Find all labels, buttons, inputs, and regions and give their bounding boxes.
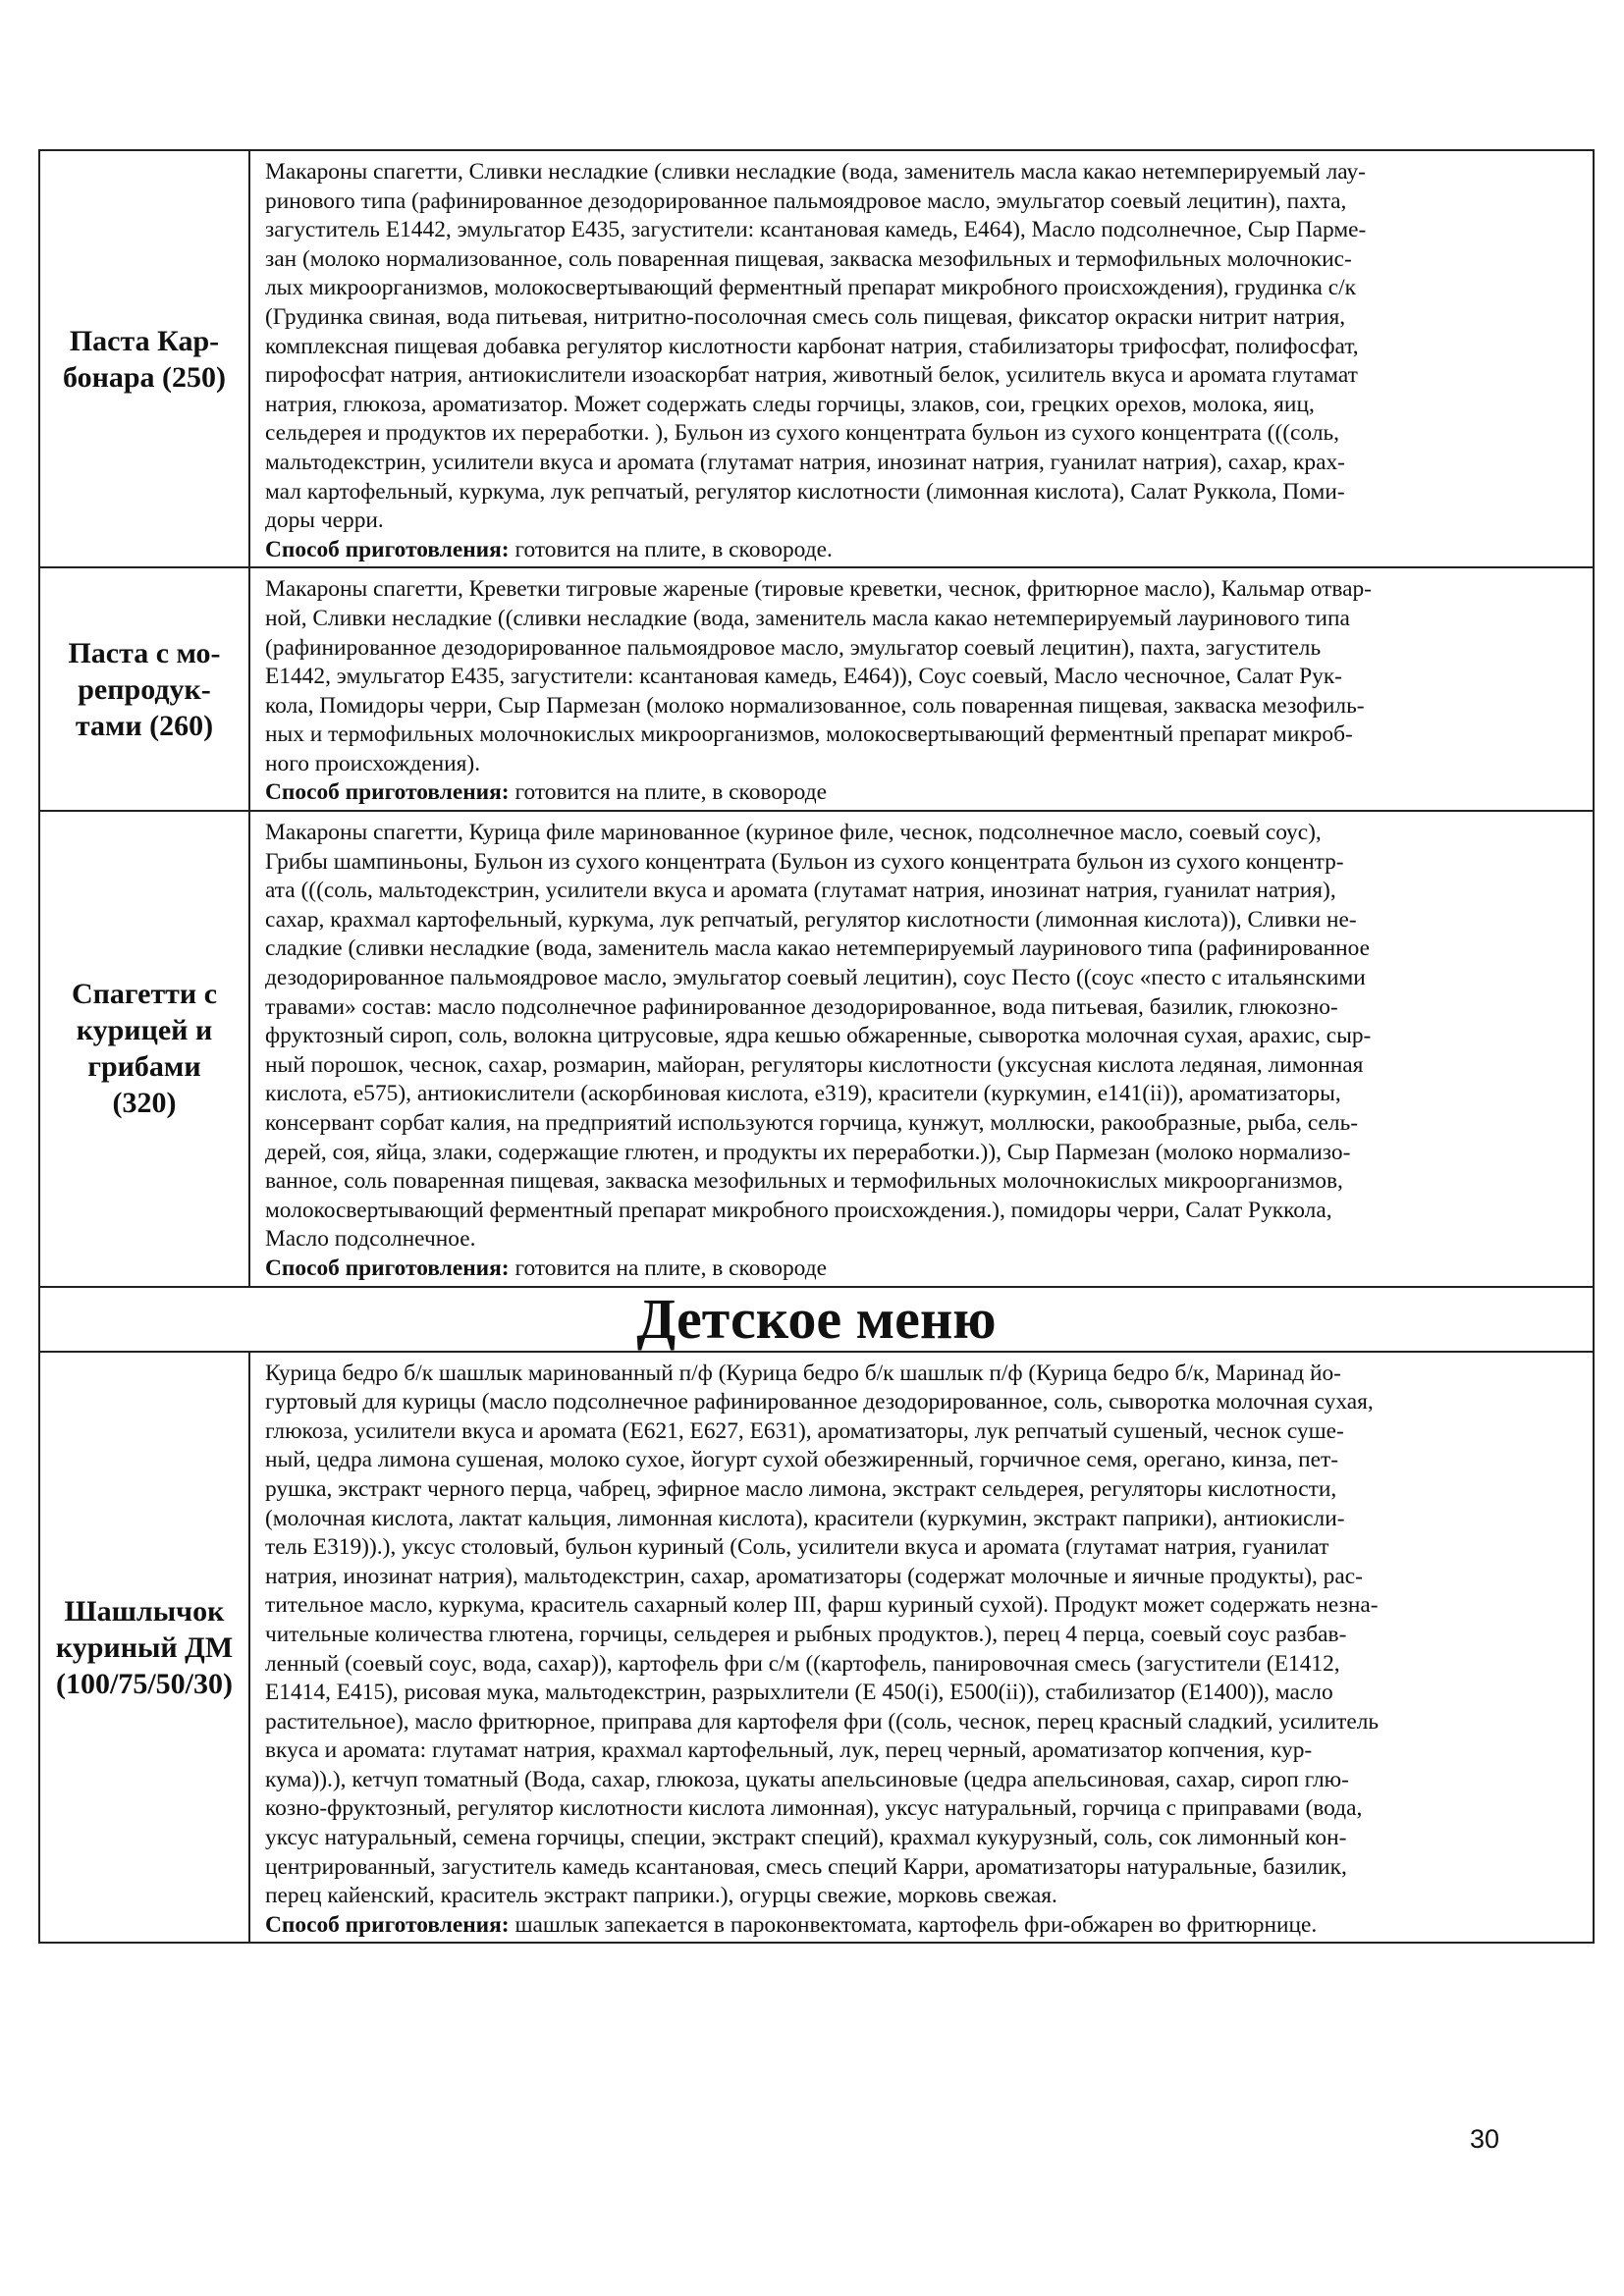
ingredient-line: растительное), масло фритюрное, приправа для картофеля фри ((соль, чеснок, перец красный сладкий, усилитель <box>265 1708 1380 1735</box>
ingredient-line: зан (молоко нормализованное, соль поваренная пищевая, закваска мезофильных и термофильных молочнокис- <box>265 245 1352 272</box>
ingredient-line: Макароны спагетти, Сливки несладкие (сливки несладкие (вода, заменитель масла какао нетемперируемый лау- <box>265 159 1366 185</box>
ingredient-line: уксус натуральный, семена горчицы, специи, экстракт специй), крахмал кукурузный, соль, сок лимонный кон- <box>265 1825 1347 1851</box>
ingredient-line: Грибы шампиньоны, Бульон из сухого концентрата (Бульон из сухого концентрата бульон из сухого концентр- <box>265 848 1344 875</box>
ingredient-line: фруктозный сироп, соль, волокна цитрусовые, ядра кешью обжаренные, сыворотка молочная сухая, арахис, сыр- <box>265 1023 1372 1049</box>
ingredient-line: козно-фруктозный, регулятор кислотности кислота лимонная), уксус натуральный, горчица с приправами (вода, <box>265 1795 1363 1822</box>
ingredient-line: (Грудинка свиная, вода питьевая, нитритно-посолочная смесь соль пищевая, фиксатор окраски нитрит натрия, <box>265 303 1346 330</box>
ingredient-line: Макароны спагетти, Креветки тигровые жареные (тировые креветки, чеснок, фритюрное масло), Кальмар отвар- <box>265 576 1372 603</box>
ingredient-line: кислота, е575), антиокислители (аскорбиновая кислота, е319), красители (куркумин, е141(ii)), ароматизаторы, <box>265 1081 1341 1107</box>
dish-description <box>249 811 1594 1287</box>
ingredient-line: сельдерея и продуктов их переработки. ), Бульон из сухого концентрата бульон из сухого концентрата (((соль, <box>265 420 1340 447</box>
ingredient-line: кола, Помидоры черри, Сыр Пармезан (молоко нормализованное, соль поваренная пищевая, закваска мезофиль- <box>265 692 1365 719</box>
ingredient-line: тительное масло, куркума, краситель сахарный колер III, фарш куриный сухой). Продукт может содержать незна- <box>265 1592 1379 1619</box>
dish-name: Паста Кар- бонара (250) <box>39 150 249 567</box>
cooking-method: Способ приготовления: готовится на плите, в сковороде <box>265 779 827 806</box>
dish-description <box>249 150 1594 567</box>
ingredient-line: перец кайенский, краситель экстракт паприки.), огурцы свежие, морковь свежая. <box>265 1883 1057 1909</box>
ingredient-line: ный порошок, чеснок, сахар, розмарин, майоран, регуляторы кислотности (уксусная кислота ледяная, лимонная <box>265 1051 1364 1078</box>
ingredient-line: пирофосфат натрия, антиокислители изоаскорбат натрия, животный белок, усилитель вкуса и аромата глутамат <box>265 362 1358 389</box>
page-number: 30 <box>1470 2124 1500 2154</box>
ingredient-line: (молочная кислота, лактат кальция, лимонная кислота), красители (куркумин, экстракт паприки), антиокисли- <box>265 1505 1345 1531</box>
ingredient-line: мальтодекстрин, усилители вкуса и аромата (глутамат натрия, инозинат натрия, гуанилат натрия), сахар, крах- <box>265 449 1345 475</box>
ingredient-line: Курица бедро б/к шашлык маринованный п/ф (Курица бедро б/к шашлык п/ф (Курица бедро б/к, Маринад йо- <box>265 1360 1341 1386</box>
ingredient-line: ванное, соль поваренная пищевая, закваска мезофильных и термофильных молочнокислых микроорганизмов, <box>265 1168 1343 1195</box>
dish-row-chicken-mushroom-spaghetti <box>39 811 1594 1287</box>
ingredient-line: дерей, соя, яйца, злаки, содержащие глютен, и продукты их переработки.)), Сыр Пармезан (молоко нормализо- <box>265 1139 1351 1165</box>
ingredient-line: молокосвертывающий ферментный препарат микробного происхождения.), помидоры черри, Салат Руккола, <box>265 1197 1332 1223</box>
ingredient-line: ной, Сливки несладкие ((сливки несладкие (вода, заменитель масла какао нетемперируемый лауринового типа <box>265 605 1350 631</box>
dish-name: Паста с мо- репродук- тами (260) <box>39 567 249 811</box>
dish-row-kids-chicken-skewer <box>39 1352 1594 1944</box>
ingredient-line: ринового типа (рафинированное дезодорированное пальмоядровое масло, эмульгатор соевый лецитин), пахта, <box>265 187 1347 214</box>
ingredient-line: мал картофельный, куркума, лук репчатый, регулятор кислотности (лимонная кислота), Салат Руккола, Поми- <box>265 478 1345 505</box>
ingredient-line: ный, цедра лимона сушеная, молоко сухое, йогурт сухой обезжиренный, горчичное семя, орегано, кинза, пет- <box>265 1447 1338 1473</box>
dish-row-carbonara <box>39 150 1594 567</box>
ingredient-line: гуртовый для курицы (масло подсолнечное рафинированное дезодорированное, соль, сыворотка молочная сухая, <box>265 1389 1374 1415</box>
ingredient-line: сахар, крахмал картофельный, куркума, лук репчатый, регулятор кислотности (лимонная кислота)), Сливки не- <box>265 906 1357 933</box>
ingredient-line: Макароны спагетти, Курица филе маринованное (куриное филе, чеснок, подсолнечное масло, соевый соус), <box>265 820 1322 846</box>
dish-name: Шашлычок куриный ДМ (100/75/50/30) <box>39 1352 249 1944</box>
ingredient-line: натрия, инозинат натрия), мальтодекстрин, сахар, ароматизаторы (содержат молочные и яичные продукты), рас- <box>265 1563 1363 1589</box>
ingredient-line: Масло подсолнечное. <box>265 1226 476 1253</box>
ingredient-line: тель Е319)).), уксус столовый, бульон куриный (Соль, усилители вкуса и аромата (глутамат натрия, гуанилат <box>265 1534 1329 1561</box>
ingredient-line: Е1414, Е415), рисовая мука, мальтодекстрин, разрыхлители (Е 450(i), Е500(ii)), стабилизатор (Е1400)), масло <box>265 1680 1333 1706</box>
ingredient-line: вкуса и аромата: глутамат натрия, крахмал картофельный, лук, перец черный, ароматизатор копчения, кур- <box>265 1737 1313 1764</box>
ingredient-line: травами» состав: масло подсолнечное рафинированное дезодорированное, вода питьевая, базилик, глюкозно- <box>265 993 1338 1020</box>
section-row-kids-menu <box>39 1287 1594 1352</box>
ingredient-line: ата (((соль, мальтодекстрин, усилители вкуса и аромата (глутамат натрия, инозинат натрия, гуанилат натрия), <box>265 878 1336 904</box>
ingredient-line: загуститель Е1442, эмульгатор Е435, загустители: ксантановая камедь, Е464), Масло подсолнечное, Сыр Парме- <box>265 217 1367 243</box>
cooking-method: Способ приготовления: шашлык запекается в пароконвектомата, картофель фри-обжарен во фритюрнице. <box>265 1911 1318 1938</box>
dish-row-seafood-pasta <box>39 567 1594 811</box>
ingredient-line: ленный (соевый соус, вода, сахар)), картофель фри с/м ((картофель, панировочная смесь (загустители (Е1412, <box>265 1650 1340 1677</box>
ingredient-line: лых микроорганизмов, молокосвертывающий ферментный препарат микробного происхождения), грудинка с/к <box>265 275 1356 301</box>
dish-name: Спагетти с курицей и грибами (320) <box>39 811 249 1287</box>
dish-description <box>249 1352 1594 1944</box>
ingredient-line: дезодорированное пальмоядровое масло, эмульгатор соевый лецитин), соус Песто ((соус «песто с итальянскими <box>265 965 1366 991</box>
ingredient-line: сладкие (сливки несладкие (вода, заменитель масла какао нетемперируемый лауринового типа (рафинированное <box>265 935 1370 962</box>
ingredient-line: чительные количества глютена, горчицы, сельдерея и рыбных продуктов.), перец 4 перца, соевый соус разбав- <box>265 1621 1347 1647</box>
ingredient-line: доры черри. <box>265 507 384 534</box>
ingredient-line: кума)).), кетчуп томатный (Вода, сахар, глюкоза, цукаты апельсиновые (цедра апельсиновая, сахар, сироп глю- <box>265 1766 1349 1792</box>
cooking-method: Способ приготовления: готовится на плите, в сковороде. <box>265 536 833 562</box>
ingredient-line: Е1442, эмульгатор Е435, загустители: ксантановая камедь, Е464)), Соус соевый, Масло чесночное, Салат Рук- <box>265 664 1342 690</box>
ingredient-line: натрия, глюкоза, ароматизатор. Может содержать следы горчицы, злаков, сои, грецких орехов, молока, яиц, <box>265 391 1315 417</box>
menu-table <box>38 149 1595 1944</box>
cooking-method: Способ приготовления: готовится на плите, в сковороде <box>265 1255 827 1281</box>
ingredient-line: консервант сорбат калия, на предприятий используются горчица, кунжут, моллюски, ракообразные, рыба, сель- <box>265 1110 1359 1136</box>
ingredient-line: комплексная пищевая добавка регулятор кислотности карбонат натрия, стабилизаторы трифосфат, полифосфат, <box>265 333 1359 359</box>
ingredient-line: центрированный, загуститель камедь ксантановая, смесь специй Карри, ароматизаторы натуральные, базилик, <box>265 1853 1347 1880</box>
section-title: Детское меню <box>39 1287 1594 1352</box>
ingredient-line: ного происхождения). <box>265 750 481 776</box>
ingredient-line: ных и термофильных молочнокислых микроорганизмов, молокосвертывающий ферментный препарат микроб- <box>265 721 1353 748</box>
ingredient-line: (рафинированное дезодорированное пальмоядровое масло, эмульгатор соевый лецитин), пахта, загуститель <box>265 634 1322 661</box>
ingredient-line: рушка, экстракт черного перца, чабрец, эфирное масло лимона, экстракт сельдерея, регуляторы кислотности, <box>265 1475 1337 1502</box>
ingredient-line: глюкоза, усилители вкуса и аромата (Е621, Е627, Е631), ароматизаторы, лук репчатый сушеный, чеснок суше- <box>265 1417 1344 1444</box>
dish-description <box>249 567 1594 811</box>
